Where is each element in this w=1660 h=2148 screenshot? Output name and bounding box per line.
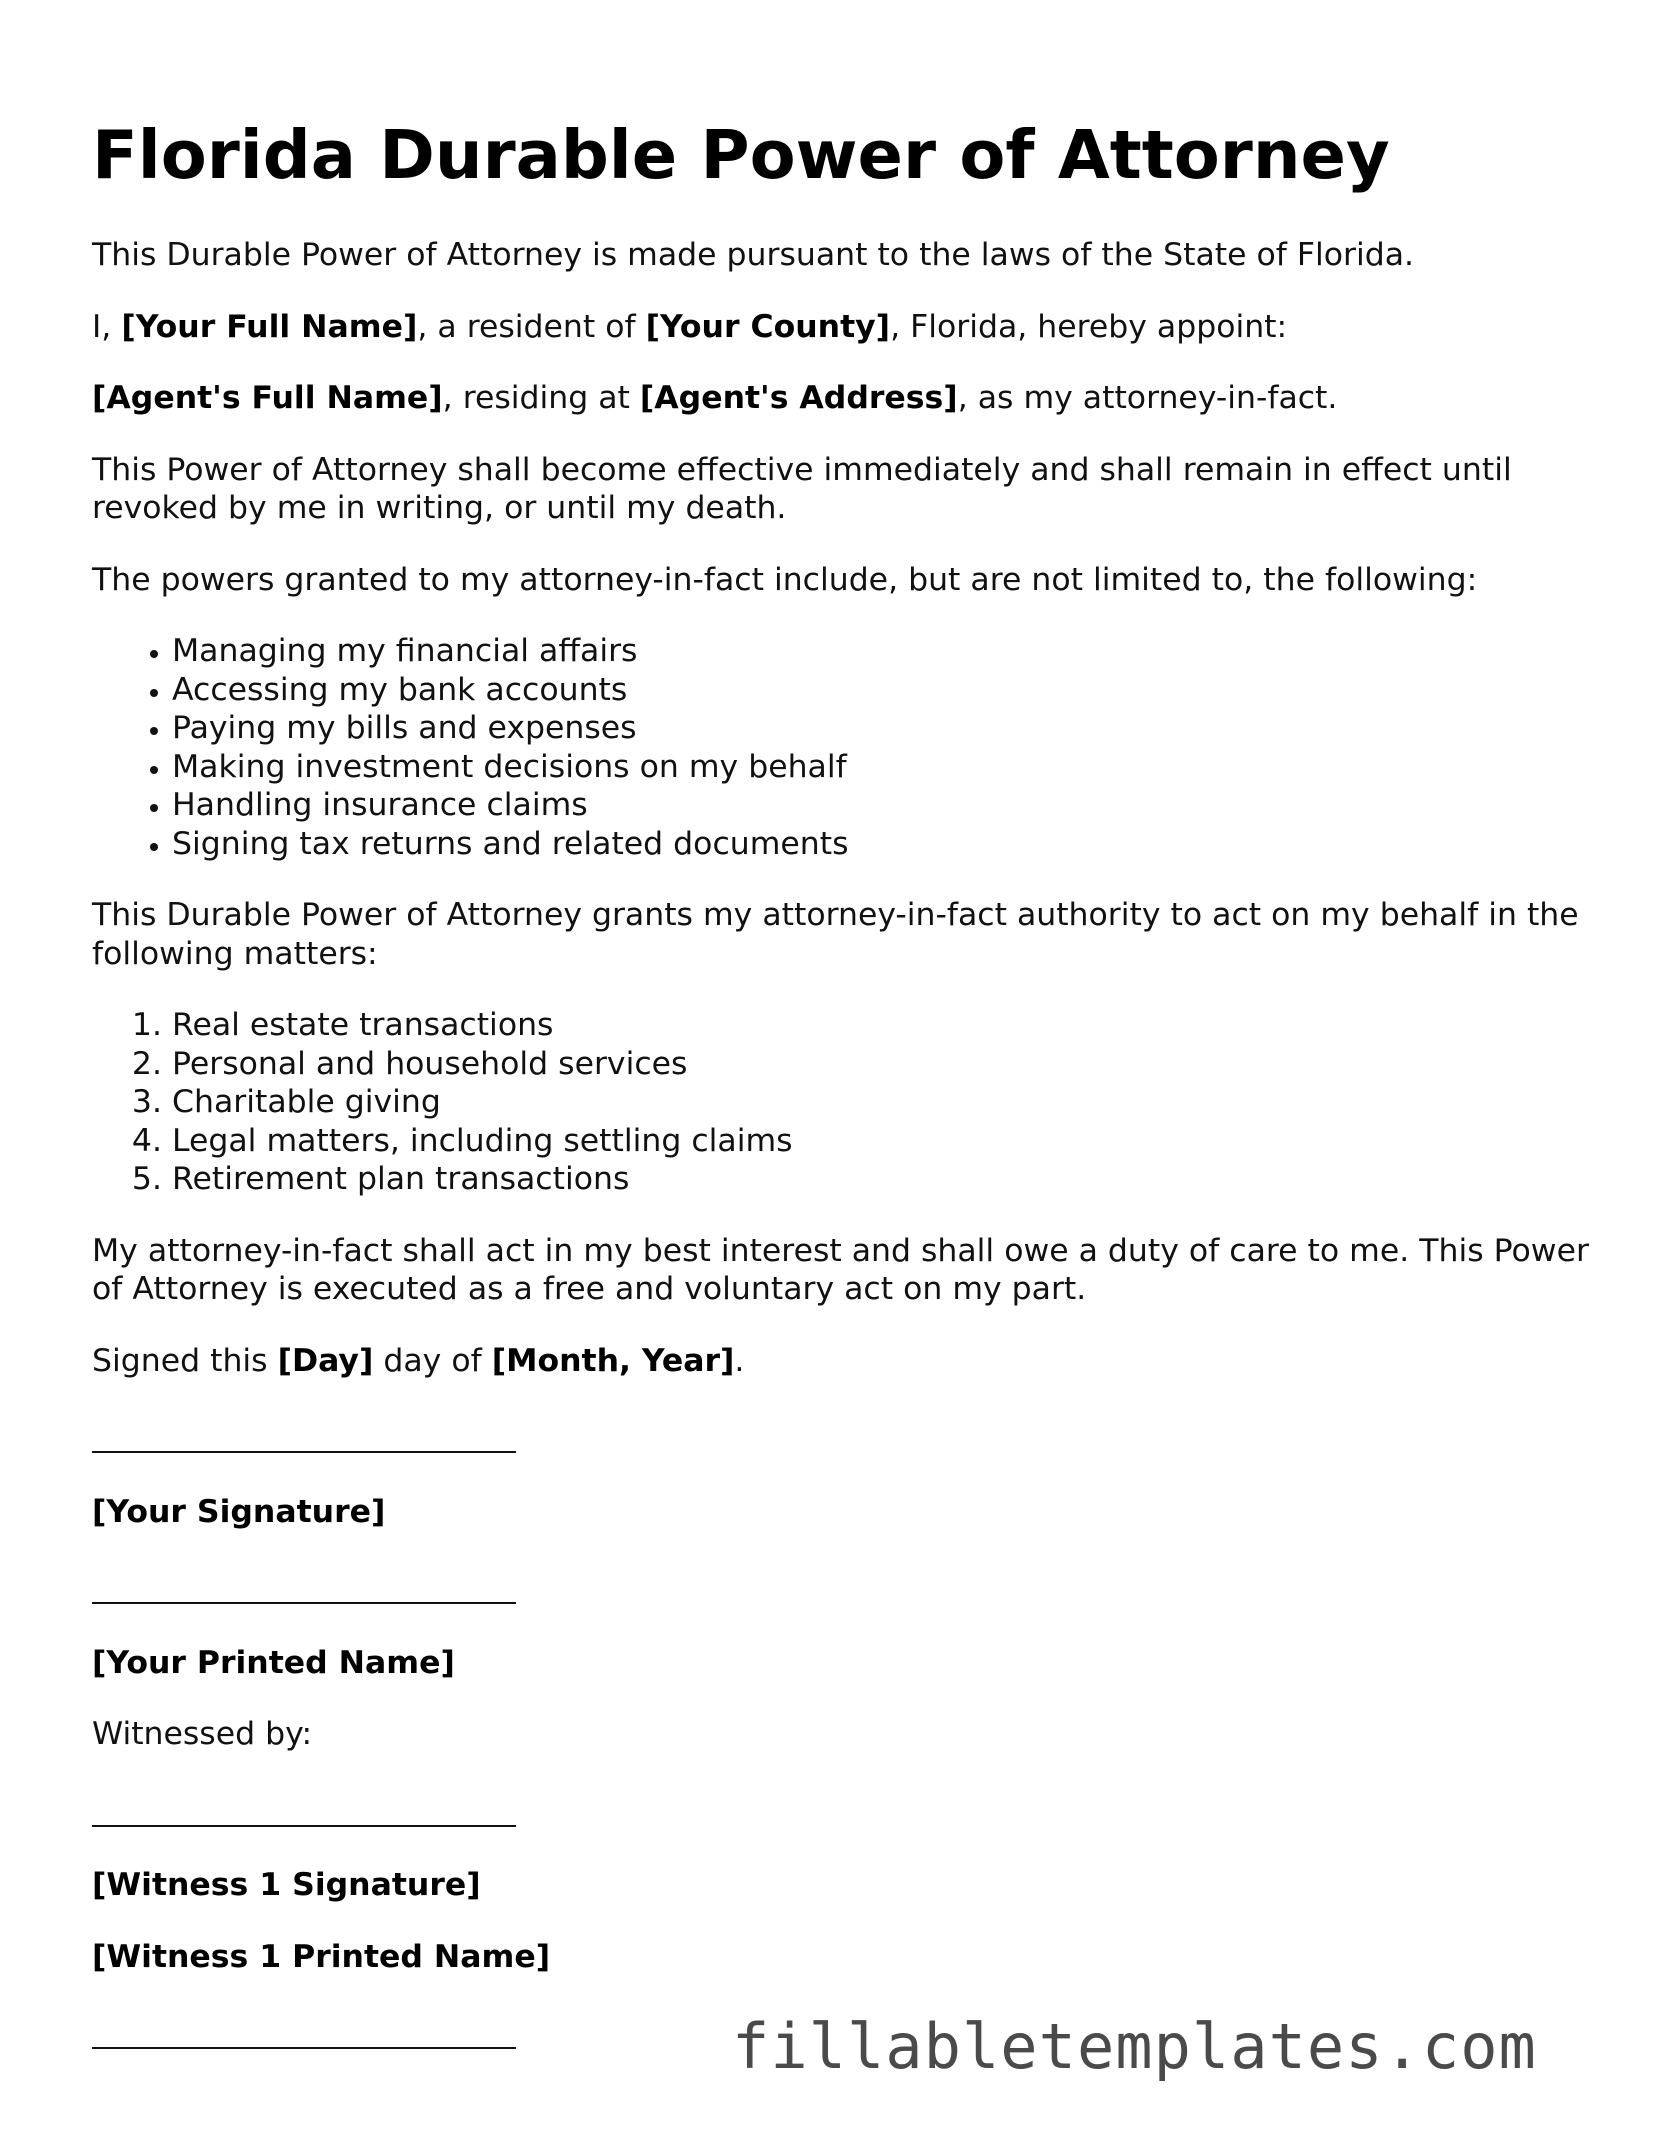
list-item: 1. Real estate transactions [172, 1006, 1592, 1045]
agent-paragraph [92, 379, 1592, 418]
signed-day-field: [Day] [277, 1342, 374, 1379]
witness1-signature-label [92, 1866, 1592, 1905]
signed-suffix: . [734, 1342, 745, 1379]
agent-middle: , residing at [442, 380, 640, 416]
signature-line-rule [92, 1421, 516, 1453]
witness-printed-name-line-rule [92, 2017, 516, 2049]
principal-paragraph [92, 308, 1592, 347]
principal-name-field: [Your Full Name] [121, 308, 418, 345]
effective-paragraph: This Power of Attorney shall become effective immediately and shall remain in effect until revoked by me in writing, or until my death. [92, 451, 1512, 526]
signed-prefix: Signed this [92, 1342, 278, 1379]
printed-name-line-rule [92, 1572, 516, 1604]
watermark-text: fillabletemplates.com [732, 2010, 1537, 2083]
powers-list [92, 632, 1592, 863]
list-item: 3. Charitable giving [172, 1083, 1592, 1122]
witness1-printed-name-label [92, 1938, 1592, 1977]
agent-suffix: , as my attorney-in-fact. [957, 380, 1338, 416]
list-item: 5. Retirement plan transactions [172, 1160, 1592, 1199]
your-signature-label [92, 1493, 1592, 1532]
witness-signature-line-rule [92, 1795, 516, 1827]
list-item: • Paying my bills and expenses [172, 709, 1592, 748]
signed-middle: day of [373, 1342, 492, 1379]
list-item: • Making investment decisions on my behalf [172, 748, 1592, 787]
principal-middle: , a resident of [417, 308, 646, 345]
list-item: • Handling insurance claims [172, 786, 1592, 825]
your-printed-name-text: [Your Printed Name] [92, 1644, 455, 1681]
agent-name-field: [Agent's Full Name] [92, 380, 443, 416]
list-item: • Accessing my bank accounts [172, 671, 1592, 710]
principal-prefix: I, [92, 308, 122, 345]
your-signature-text: [Your Signature] [92, 1493, 386, 1530]
duty-paragraph: My attorney-in-fact shall act in my best interest and shall owe a duty of care to me. This Power of Attorney is executed as a free and voluntary act on my part. [92, 1232, 1589, 1307]
your-printed-name-label [92, 1644, 1592, 1683]
witnessed-by-label: Witnessed by: [92, 1716, 313, 1752]
powers-intro: The powers granted to my attorney-in-fact include, but are not limited to, the following: [92, 561, 1478, 598]
witness1-signature-text: [Witness 1 Signature] [92, 1867, 481, 1903]
matters-list [92, 1006, 1592, 1199]
list-item: • Signing tax returns and related documents [172, 825, 1592, 864]
document-title: Florida Durable Power of Attorney [92, 116, 1390, 194]
witness-signature-line [92, 1795, 1592, 1834]
matters-intro: This Durable Power of Attorney grants my attorney-in-fact authority to act on my behalf in the following matters: [92, 897, 1579, 972]
signature-line [92, 1421, 1592, 1460]
list-item: 2. Personal and household services [172, 1045, 1592, 1084]
list-item: 4. Legal matters, including settling claims [172, 1122, 1592, 1161]
principal-county-field: [Your County] [645, 308, 891, 345]
printed-name-line [92, 1572, 1592, 1611]
agent-address-field: [Agent's Address] [639, 380, 958, 416]
signed-paragraph [92, 1342, 1592, 1381]
signed-month-year-field: [Month, Year] [491, 1342, 735, 1379]
list-item: • Managing my financial affairs [172, 632, 1592, 671]
witness1-printed-name-text: [Witness 1 Printed Name] [92, 1938, 551, 1975]
principal-suffix: , Florida, hereby appoint: [890, 308, 1288, 345]
document-body [92, 236, 1592, 2089]
intro-paragraph: This Durable Power of Attorney is made pursuant to the laws of the State of Florida. [92, 237, 1415, 273]
